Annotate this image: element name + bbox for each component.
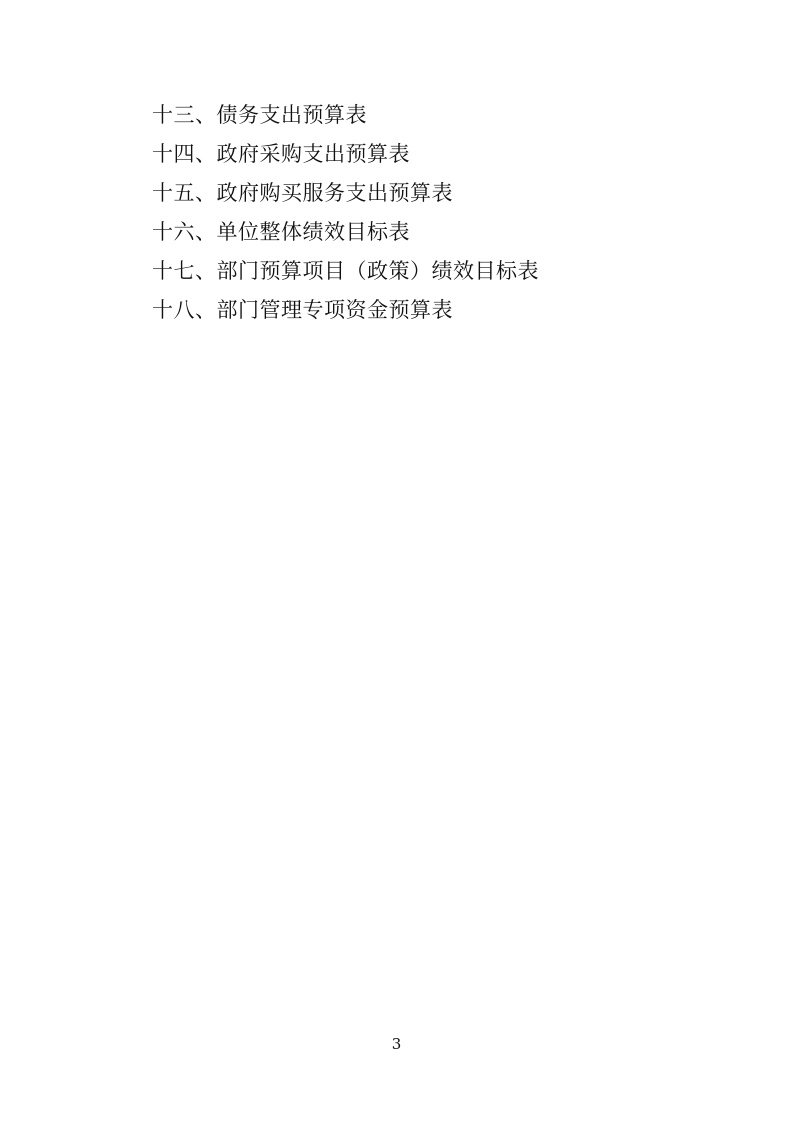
table-of-contents bbox=[152, 96, 652, 330]
list-item: 十四、政府采购支出预算表 bbox=[152, 142, 410, 166]
list-item: 十八、部门管理专项资金预算表 bbox=[152, 298, 453, 322]
list-item: 十三、债务支出预算表 bbox=[152, 103, 367, 127]
list-item: 十六、单位整体绩效目标表 bbox=[152, 220, 410, 244]
page-number: 3 bbox=[391, 1035, 402, 1053]
list-item: 十七、部门预算项目（政策）绩效目标表 bbox=[152, 259, 539, 283]
list-item: 十五、政府购买服务支出预算表 bbox=[152, 181, 453, 205]
